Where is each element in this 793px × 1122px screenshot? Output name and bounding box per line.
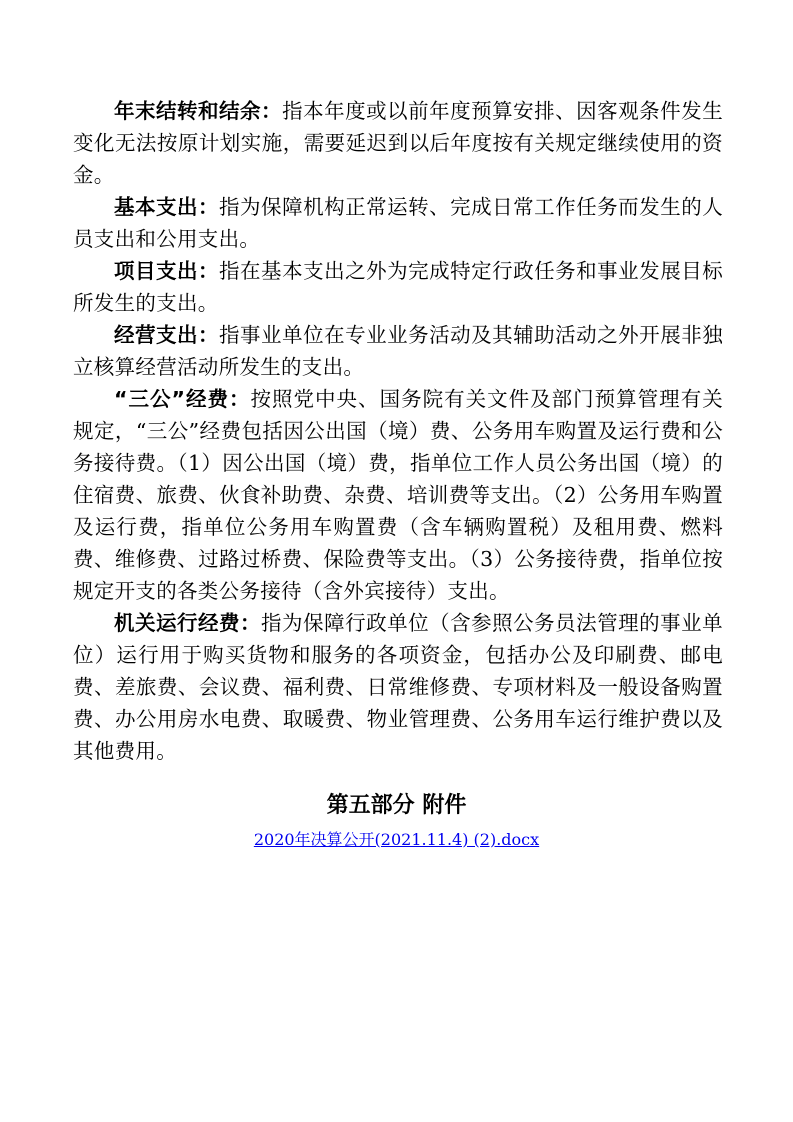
- definition-text: 指本年度或以前年度预算安排、因客观条件发生变化无法按原计划实施，需要延迟到以后年度按有关规定继续使用的资金。: [73, 99, 723, 187]
- definition-three-public-expenses: [73, 383, 723, 607]
- definitions-list: [73, 95, 723, 767]
- definition-term: 机关运行经费：: [114, 611, 262, 635]
- definition-term: 经营支出：: [114, 323, 220, 347]
- definition-text: 按照党中央、国务院有关文件及部门预算管理有关规定，“三公”经费包括因公出国（境）费、公务用车购置及运行费和公务接待费。（1）因公出国（境）费，指单位工作人员公务出国（境）的住宿费、旅费、伙食补助费、杂费、培训费等支出。（2）公务用车购置及运行费，指单位公务用车购置费（含车辆购置税）及租用费、燃料费、维修费、过路过桥费、保险费等支出。（3）公务接待费，指单位按规定开支的各类公务接待（含外宾接待）支出。: [73, 387, 723, 603]
- definition-term: 基本支出：: [114, 195, 220, 219]
- definition-term: “三公”经费：: [114, 387, 251, 411]
- definition-text: 指在基本支出之外为完成特定行政任务和事业发展目标所发生的支出。: [73, 259, 724, 315]
- attachment-line: [0, 829, 793, 851]
- definition-project-expenditure: [73, 255, 723, 319]
- definition-text: 指事业单位在专业业务活动及其辅助活动之外开展非独立核算经营活动所发生的支出。: [73, 323, 724, 379]
- attachment-link[interactable]: 2020年决算公开(2021.11.4) (2).docx: [253, 830, 540, 849]
- definition-basic-expenditure: [73, 191, 723, 255]
- definition-text: 指为保障行政单位（含参照公务员法管理的事业单位）运行用于购买货物和服务的各项资金，包括办公及印刷费、邮电费、差旅费、会议费、福利费、日常维修费、专项材料及一般设备购置费、办公用房水电费、取暖费、物业管理费、公务用车运行维护费以及其他费用。: [73, 611, 723, 763]
- definition-agency-operating-expenses: [73, 607, 723, 767]
- definition-term: 项目支出：: [114, 259, 220, 283]
- definition-operating-expenditure: [73, 319, 723, 383]
- section-title: 第五部分 附件: [326, 793, 467, 818]
- definition-term: 年末结转和结余：: [114, 99, 283, 123]
- definition-text: 指为保障机构正常运转、完成日常工作任务而发生的人员支出和公用支出。: [73, 195, 724, 251]
- definition-year-end-balance: [73, 95, 723, 191]
